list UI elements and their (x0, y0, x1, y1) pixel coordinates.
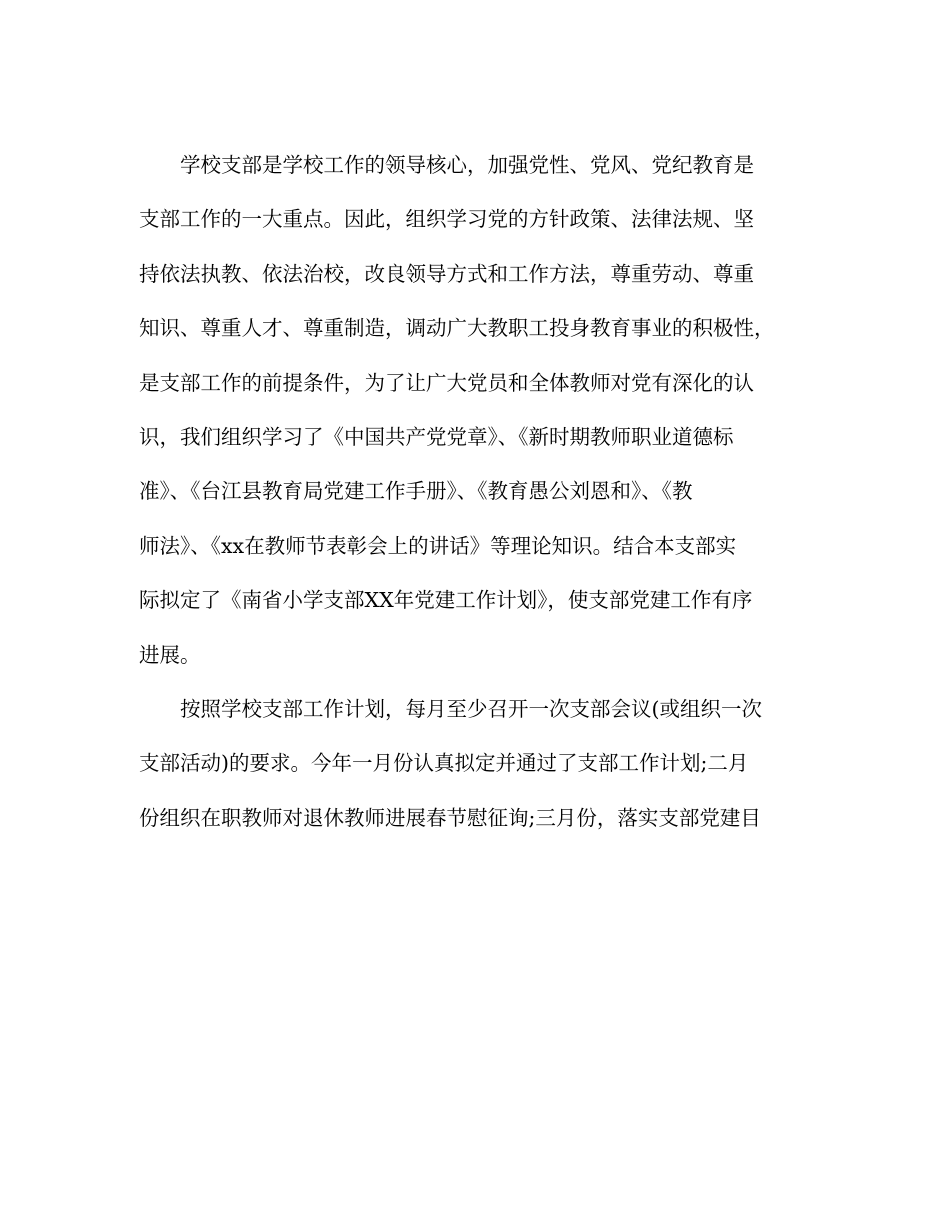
paragraph-line: 支部工作的一大重点。因此，组织学习党的方针政策、法律法规、坚 (139, 207, 754, 232)
paragraph-line: 进展。 (139, 642, 201, 667)
paragraph-line: 份组织在职教师对退休教师进展春节慰征询;三月份，落实支部党建目 (139, 805, 761, 830)
paragraph-2 (139, 682, 819, 845)
document-body (139, 138, 819, 845)
paragraph-line: 际拟定了《南省小学支部XX年党建工作计划》，使支部党建工作有序 (139, 588, 753, 613)
paragraph-line: 准》、《台江县教育局党建工作手册》、《教育愚公刘恩和》、《教 (139, 479, 693, 504)
paragraph-line: 支部活动)的要求。今年一月份认真拟定并通过了支部工作计划;二月 (139, 751, 749, 776)
paragraph-line: 持依法执教、依法治校，改良领导方式和工作方法，尊重劳动、尊重 (139, 261, 754, 286)
paragraph-line: 学校支部是学校工作的领导核心，加强党性、党风、党纪教育是 (180, 153, 754, 177)
paragraph-line: 按照学校支部工作计划，每月至少召开一次支部会议(或组织一次 (180, 697, 762, 722)
paragraph-1 (139, 138, 819, 682)
paragraph-line: 识，我们组织学习了《中国共产党党章》、《新时期教师职业道德标 (139, 425, 734, 450)
paragraph-line: 师法》、《xx在教师节表彰会上的讲话》等理论知识。结合本支部实 (139, 533, 737, 558)
paragraph-line: 是支部工作的前提条件，为了让广大党员和全体教师对党有深化的认 (139, 370, 754, 395)
paragraph-line: 知识、尊重人才、尊重制造，调动广大教职工投身教育事业的积极性， (139, 316, 775, 341)
